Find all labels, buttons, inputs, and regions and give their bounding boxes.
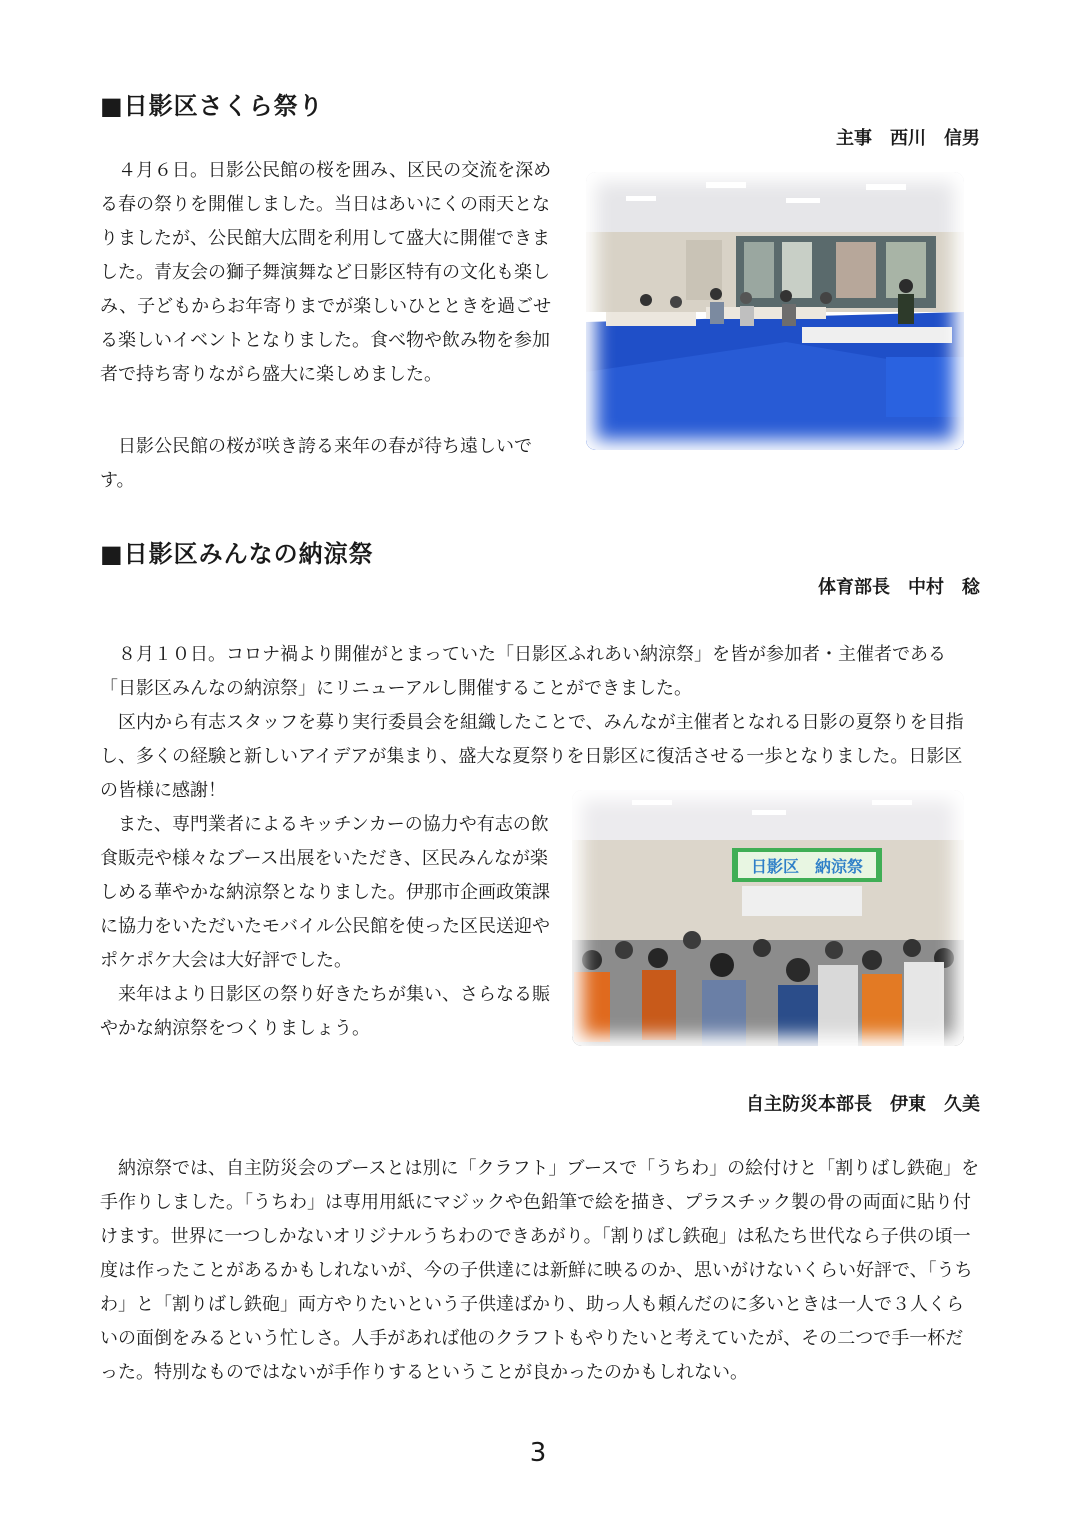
paragraph-sakura-2: 日影公民館の桜が咲き誇る来年の春が待ち遠しいです。 bbox=[100, 436, 532, 491]
author-byline-disaster-prevention: 自主防災本部長 伊東 久美 bbox=[746, 1094, 980, 1115]
photo-summer-festival-hall bbox=[572, 790, 964, 1046]
paragraph-craft-booth: 納涼祭では、自主防災会のブースとは別に「クラフト」ブースで「うちわ」の絵付けと「割りばし鉄砲」を手作りしました。「うちわ」は専用用紙にマジックや色鉛筆で絵を描き、プラスチック製の骨の両面に貼り付けます。世界に一つしかないオリジナルうちわのできあがり。「割りばし鉄砲」は私たち世代なら子供の頃一度は作ったことがあるかもしれないが、今の子供達には新鮮に映るのか、思いがけないくらい好評で、「うちわ」と「割りばし鉄砲」両方やりたいという子供達ばかり、助っ人も頼んだのに多いときは一人で３人くらいの面倒をみるという忙しさ。人手があれば他のクラフトもやりたいと考えていたが、その二つで手一杯だった。特別なものではないが手作りするということが良かったのかもしれない。 bbox=[100, 1158, 980, 1383]
section-title-sakura-festival: ■日影区さくら祭り bbox=[100, 92, 324, 120]
photo-sakura-festival-hall bbox=[586, 172, 964, 450]
page-number: 3 bbox=[529, 1438, 547, 1468]
paragraph-summer-2: 区内から有志スタッフを募り実行委員会を組織したことで、みんなが主催者となれる日影の夏祭りを目指し、多くの経験と新しいアイデアが集まり、盛大な夏祭りを日影区に復活させる一歩となりました。日影区の皆様に感謝！ bbox=[100, 712, 964, 801]
paragraph-summer-3: また、専門業者によるキッチンカーの協力や有志の飲食販売や様々なブース出展をいただき、区民みんなが楽しめる華やかな納涼祭となりました。伊那市企画政策課に協力をいただいたモバイル公民館を使った区民送迎やポケポケ大会は大好評でした。 bbox=[100, 814, 550, 971]
author-byline-summer: 体育部長 中村 稔 bbox=[818, 577, 980, 598]
section-title-summer-festival: ■日影区みんなの納涼祭 bbox=[100, 540, 374, 568]
banner-text: 日影区 納涼祭 bbox=[750, 857, 864, 876]
paragraph-sakura-1: ４月６日。日影公民館の桜を囲み、区民の交流を深める春の祭りを開催しました。当日はあいにくの雨天となりましたが、公民館大広間を利用して盛大に開催できました。青友会の獅子舞演舞など日影区特有の文化も楽しみ、子どもからお年寄りまでが楽しいひとときを過ごせる楽しいイベントとなりました。食べ物や飲み物を参加者で持ち寄りながら盛大に楽しめました。 bbox=[100, 160, 552, 385]
paragraph-summer-1: ８月１０日。コロナ禍より開催がとまっていた「日影区ふれあい納涼祭」を皆が参加者・主催者である「日影区みんなの納涼祭」にリニューアルし開催することができました。 bbox=[100, 644, 946, 699]
paragraph-summer-4: 来年はより日影区の祭り好きたちが集い、さらなる賑やかな納涼祭をつくりましょう。 bbox=[100, 984, 550, 1039]
author-byline-sakura: 主事 西川 信男 bbox=[836, 128, 980, 149]
